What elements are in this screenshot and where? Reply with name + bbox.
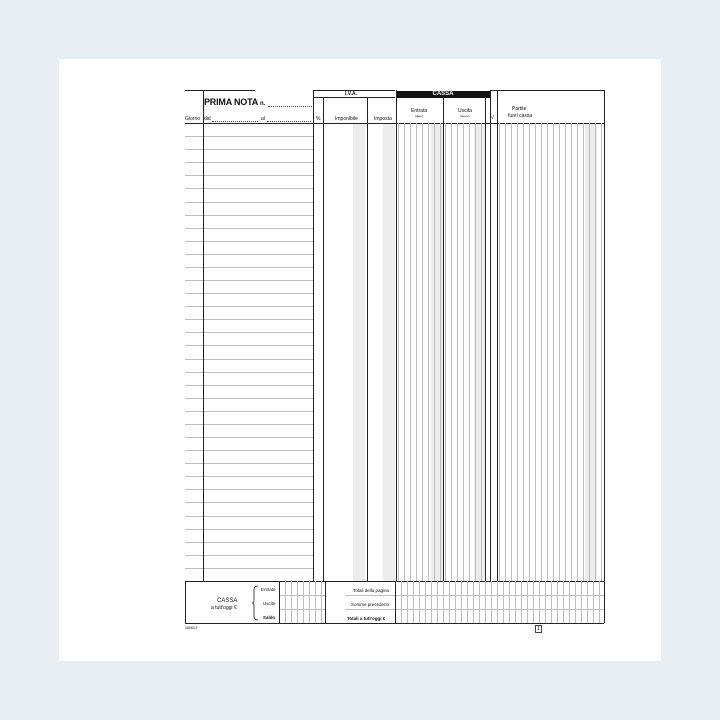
footer-digit-rule — [467, 581, 468, 623]
digit-column-rule — [511, 123, 512, 581]
digit-column-rule — [541, 123, 542, 581]
entrata-sublabel: (dare) — [415, 114, 424, 118]
page-title — [204, 98, 265, 107]
footer-digit-rule — [309, 581, 310, 623]
footer-digit-rule — [461, 581, 462, 623]
check-column-rule — [490, 90, 491, 581]
row-line — [185, 450, 313, 451]
entrate-label: Entrate — [261, 587, 276, 592]
right-border-rule — [604, 90, 605, 623]
row-line — [185, 385, 313, 386]
footer-digit-rule — [321, 581, 322, 623]
al-label: al — [261, 116, 265, 122]
saldo-label: Saldo — [263, 615, 276, 620]
imposta-decimal-shade — [383, 123, 395, 581]
footer-cassa-label: CASSA — [217, 598, 238, 604]
row-line — [185, 437, 313, 438]
footer-digit-rule — [491, 581, 492, 623]
number-field[interactable] — [268, 106, 312, 107]
row-line — [185, 529, 313, 530]
row-line — [185, 202, 313, 203]
row-line — [185, 267, 313, 268]
digit-column-rule — [416, 123, 417, 581]
percent-column-rule — [323, 98, 324, 581]
row-line — [185, 489, 313, 490]
footer-digit-rule — [539, 581, 540, 623]
footer-digit-rule — [419, 581, 420, 623]
row-line — [185, 345, 313, 346]
digit-column-rule — [451, 123, 452, 581]
row-line — [185, 398, 313, 399]
row-line — [185, 293, 313, 294]
title-main: PRIMA NOTA — [204, 97, 258, 107]
check-label: √ — [491, 115, 494, 121]
footer-row-rule — [345, 609, 604, 610]
dal-field[interactable] — [212, 121, 258, 122]
imponibile-column-rule — [367, 98, 368, 581]
row-line — [185, 215, 313, 216]
row-line — [185, 241, 313, 242]
row-line — [185, 502, 313, 503]
footer-totals-divider — [395, 581, 396, 623]
digit-column-rule — [398, 123, 399, 581]
digit-column-rule — [559, 123, 560, 581]
uscita-sublabel: (avere) — [460, 114, 470, 118]
footer-digit-rule — [569, 581, 570, 623]
digit-column-rule — [547, 123, 548, 581]
digit-column-rule — [457, 123, 458, 581]
footer-digit-rule — [455, 581, 456, 623]
imponibile-decimal-shade — [353, 123, 365, 581]
footer-digit-rule — [449, 581, 450, 623]
digit-column-rule — [553, 123, 554, 581]
digit-column-rule — [475, 123, 476, 581]
digit-column-rule — [505, 123, 506, 581]
footer-row-rule — [345, 595, 604, 596]
prima-nota-form — [185, 90, 605, 635]
row-line — [185, 254, 313, 255]
footer-digit-rule — [593, 581, 594, 623]
digit-column-rule — [499, 123, 500, 581]
footer-cassa-sublabel: a tutt'oggi € — [211, 605, 237, 611]
row-line — [185, 542, 313, 543]
digit-column-rule — [440, 123, 441, 581]
digit-column-rule — [523, 123, 524, 581]
footer-digit-rule — [413, 581, 414, 623]
footer-cassa-box-right — [325, 581, 326, 623]
footer-digit-rule — [425, 581, 426, 623]
row-line — [185, 516, 313, 517]
footer-digit-rule — [315, 581, 316, 623]
row-line — [185, 411, 313, 412]
row-line — [185, 372, 313, 373]
right-top-rule — [490, 90, 604, 91]
entrata-column-rule — [443, 98, 444, 581]
top-rule-left — [185, 90, 255, 91]
row-line — [185, 319, 313, 320]
totali-tutt-oggi-label: Totali a tutt'oggi € — [347, 616, 386, 621]
entrata-decimal-shade — [431, 123, 443, 581]
digit-column-rule — [428, 123, 429, 581]
iva-underline — [313, 97, 395, 98]
footer-digit-rule — [285, 581, 286, 623]
al-field[interactable] — [267, 121, 311, 122]
dal-label: dal — [204, 116, 211, 122]
footer-digit-rule — [557, 581, 558, 623]
uscita-column-rule — [485, 98, 486, 581]
cassa-header: CASSA — [396, 91, 490, 98]
form-code: 1806C/I — [185, 626, 198, 630]
row-line — [185, 463, 313, 464]
row-line — [185, 175, 313, 176]
row-line — [185, 359, 313, 360]
row-line — [185, 188, 313, 189]
footer-digit-rule — [515, 581, 516, 623]
footer-digit-rule — [581, 581, 582, 623]
page-number-box: 1 — [535, 625, 542, 633]
row-line — [185, 136, 313, 137]
digit-column-rule — [601, 123, 602, 581]
row-line — [185, 424, 313, 425]
giorno-label: Giorno — [185, 116, 201, 122]
digit-column-rule — [422, 123, 423, 581]
digit-column-rule — [589, 123, 590, 581]
partite-label: Partite — [512, 106, 527, 112]
form-sheet — [59, 59, 661, 661]
footer-digit-rule — [575, 581, 576, 623]
digit-column-rule — [445, 123, 446, 581]
iva-header: I.V.A. — [345, 91, 358, 97]
footer-digit-rule — [443, 581, 444, 623]
row-line — [185, 555, 313, 556]
imponibile-label: Imponibile — [335, 116, 358, 122]
footer-digit-rule — [563, 581, 564, 623]
digit-column-rule — [595, 123, 596, 581]
footer-digit-rule — [303, 581, 304, 623]
footer-digit-rule — [551, 581, 552, 623]
footer-digit-rule — [545, 581, 546, 623]
digit-column-rule — [469, 123, 470, 581]
description-column-rule — [313, 90, 314, 581]
uscita-label: Uscita — [458, 108, 472, 114]
fuori-cassa-label: fuori cassa — [508, 113, 533, 119]
digit-column-rule — [565, 123, 566, 581]
row-line — [185, 228, 313, 229]
uscite-label: Uscite — [263, 601, 276, 606]
footer-digit-rule — [509, 581, 510, 623]
digit-column-rule — [404, 123, 405, 581]
somme-precedenti-label: Somme precedenti — [351, 602, 389, 607]
footer-digit-rule — [485, 581, 486, 623]
row-line — [185, 568, 313, 569]
footer-digit-rule — [431, 581, 432, 623]
footer-left-rule — [185, 581, 186, 623]
footer-digit-rule — [503, 581, 504, 623]
footer-digit-rule — [407, 581, 408, 623]
digit-column-rule — [529, 123, 530, 581]
digit-column-rule — [577, 123, 578, 581]
footer-bottom-rule — [185, 623, 604, 624]
row-line — [185, 476, 313, 477]
row-line — [185, 332, 313, 333]
footer-digit-rule — [473, 581, 474, 623]
footer-digit-rule — [587, 581, 588, 623]
footer-digit-rule — [297, 581, 298, 623]
footer-digit-rule — [599, 581, 600, 623]
digit-column-rule — [434, 123, 435, 581]
footer-digit-rule — [521, 581, 522, 623]
row-line — [185, 162, 313, 163]
row-line — [185, 149, 313, 150]
footer-digit-rule — [533, 581, 534, 623]
digit-column-rule — [571, 123, 572, 581]
digit-column-rule — [517, 123, 518, 581]
row-line — [185, 306, 313, 307]
footer-digit-rule — [497, 581, 498, 623]
digit-column-rule — [463, 123, 464, 581]
partite-column-rule — [497, 90, 498, 581]
footer-cassa-box-left — [279, 581, 280, 623]
footer-digit-rule — [479, 581, 480, 623]
row-line — [185, 280, 313, 281]
entrata-label: Entrata — [411, 108, 428, 114]
totali-pagina-label: Totali della pagina — [353, 588, 390, 593]
digit-column-rule — [583, 123, 584, 581]
digit-column-rule — [481, 123, 482, 581]
digit-column-rule — [535, 123, 536, 581]
imposta-column-rule — [396, 90, 397, 581]
title-number-label: n. — [259, 101, 265, 107]
footer-digit-rule — [437, 581, 438, 623]
footer-digit-rule — [527, 581, 528, 623]
imposta-label: Imposta — [374, 116, 392, 122]
digit-column-rule — [410, 123, 411, 581]
footer-digit-rule — [401, 581, 402, 623]
brace-icon — [251, 585, 259, 621]
pct-label: % — [316, 116, 321, 122]
footer-digit-rule — [291, 581, 292, 623]
giorno-column-rule — [203, 90, 204, 581]
